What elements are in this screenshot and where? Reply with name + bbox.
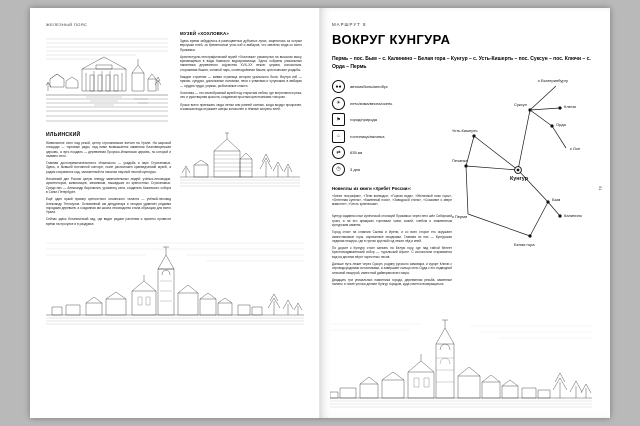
paragraph: Лучше всего приезжать сюда летом или ранней осенью, когда воздух прозрачен, а камская вода отражает шатры колоколен и тёмные силуэты елей.: [180, 102, 302, 111]
duration-icon: ◷: [332, 163, 345, 176]
right-page: [320, 8, 610, 418]
city-nature-icon: ⚑: [332, 113, 345, 126]
novella-block: [332, 186, 452, 207]
route-label: МАРШРУТ 8: [332, 22, 367, 27]
map-label: Печанка: [452, 158, 468, 163]
heading-hohlovka: МУЗЕЙ «ХОХЛОВКА»: [180, 31, 230, 36]
car-bus-icon: ●●: [332, 80, 345, 93]
map-node-dot: [550, 124, 553, 127]
novella-heading: Новеллы из книги «Хребет России»:: [332, 185, 412, 191]
hotel-tent-icon: ⌂: [332, 130, 345, 143]
paragraph: Дальше путь лежит через Суксун, родину русского самовара, и курорт Ключи с сероводородными источниками, а завершает кольцо село Орда с его подводной гипсовой пещерой, известной дайверам всего мира.: [332, 262, 452, 275]
route-title: ВОКРУГ КУНГУРА: [332, 32, 451, 47]
seasons-icon: ☀: [332, 97, 345, 110]
map-node-dot: [528, 108, 531, 111]
route-map: [452, 74, 587, 289]
map-label: Орда: [556, 122, 566, 127]
ilinsky-engraving: [46, 31, 168, 127]
map-label: Суксун: [514, 102, 527, 107]
ilinsky-text: [46, 141, 171, 226]
info-label: лето/зима/весна/осень: [350, 100, 393, 106]
novella-text: «Ангел географии», «Тени воеводы», «Горная вода», «Железный пояс горы», «Огненная купель», «Каменный пояс», «Заводской стиль», «Сказание о звере мамонте», «Честь купеческая».: [332, 193, 452, 207]
wooden-church-engraving: [180, 117, 300, 189]
paragraph: Каждое строение — живая страница истории уральского быта. Внутри изб — прялки, сундуки, домотканые половики, печи с ухватами и чугунками; в амбарах — орудия труда, упряжь, рыболовные снасти.: [180, 75, 302, 88]
page-number: 91: [598, 186, 603, 191]
left-column-1: [46, 31, 171, 229]
heading-ilinsky: ИЛЬИНСКИЙ: [46, 132, 81, 138]
map-node-dot: [464, 164, 467, 167]
hohlovka-text: [180, 39, 302, 111]
route-description: [332, 214, 452, 286]
map-label-kungur: Кунгур: [510, 176, 529, 182]
map-label: Белая гора: [514, 242, 535, 247]
book-spread: [30, 8, 610, 418]
map-label: к Перми: [452, 214, 468, 219]
info-row: [332, 163, 452, 176]
route-map-svg: [452, 74, 587, 289]
town-panorama-engraving: [46, 235, 304, 327]
map-node-dot: [528, 234, 531, 237]
paragraph: Двадцать три уникальных памятника города, деревянная резьба, каменные палаты и тихие улочки делают Кунгур городом, куда хочется возвращаться.: [332, 277, 452, 287]
info-label: 635 км: [350, 150, 363, 155]
paragraph: Живописное село над рекой, центр строгановских вотчин на Урале. На широкой площади — торговые ряды, над ними возвышается каменная Благовещенская церковь, а чуть поодаль — деревянная Пророко-Ильинская церковь, по которой и названо село.: [46, 141, 171, 158]
info-row: [332, 80, 452, 93]
paragraph: Сейчас здесь ботанический сад, где видят редкие растения и приятно провести время на прогулке и в раздумье.: [46, 217, 171, 226]
map-node-dot: [546, 200, 549, 203]
paragraph: Архитектурно-этнографический музей «Хохловка» раскинулся на высоком мысу, врезающемся в воды Камского водохранилища. Здесь собраны уникальные памятники деревянного зодчества XVII–XX веков: церкви, колокольня, сторожевая башня, соляной ларь, солеподъёмная башня, крестьянские усадьбы.: [180, 54, 302, 72]
info-label: гостиница/палатка: [350, 133, 385, 139]
distance-icon: ⇄: [332, 146, 345, 159]
running-head: ЖЕЛЕЗНЫЙ ПОЯС: [46, 22, 88, 27]
paragraph: Хохловка — это своеобразный музей под открытым небом, где встречаются река, лес и рукотворная красота, созданная простым крестьянским топором.: [180, 90, 302, 100]
map-label: Ключи: [564, 104, 576, 109]
paragraph: Ильинский дал России целую плеяду замечательных людей: учёных-лесоводов, архитекторов, живописцев, механиков, вышедших из крепостных Строгановых. Среди них — Александр Воронихин, уроженец села, создатель Казанского собора в Санкт-Петербурге.: [46, 177, 171, 194]
paragraph: Ещё один яркий пример крепостного ильинского таланта — учёный-лесовод Александр Теплоухов. Основанный им дендропарк и сегодня удивляет редкими породами деревьев, а созданная им школа лесоводства стала образцом для всего Урала.: [46, 197, 171, 215]
info-row: [332, 97, 452, 110]
kungur-skyline-engraving: [330, 314, 592, 410]
route-info-list: [332, 80, 452, 176]
map-label: Бым: [552, 197, 561, 202]
map-label: Калинино: [564, 213, 582, 218]
info-row: [332, 130, 452, 143]
paragraph: Главная достопримечательность Ильинского — усадьба и парк Строгановых. Здесь, в бывшей вотчинной конторе, ныне расположен краеведческий музей, а рядом сохранился сад, заложенный на началах научной лесной культуры.: [46, 161, 171, 174]
info-label: 3 дня: [350, 166, 361, 172]
paragraph: Кунгур издавна слыл купеческой столицей Прикамья: через него шёл Сибирский тракт, а на его ярмарках торговали чаем, кожей, хлебом и знаменитым кунгурским камнем.: [332, 214, 452, 227]
left-page: [30, 8, 320, 418]
info-row: [332, 146, 452, 159]
map-node-kungur-dot: [517, 169, 520, 172]
map-node-dot: [558, 106, 561, 109]
map-label: Усть-Кишерть: [452, 128, 478, 133]
left-column-2: [180, 31, 302, 229]
info-label: город/природа: [350, 117, 377, 122]
map-label: к Осе: [570, 146, 581, 151]
map-node-dot: [558, 214, 561, 217]
paragraph: Здесь время забудилось в разноцветных дубчатых лугах, зацепилось за острые верхушки елей, за бревенчатые углы изб и амбаров, что свезены сюда со всего Прикамья.: [180, 39, 302, 52]
route-path: Пермь – пос. Бым – с. Калинино – Белая гора – Кунгур – с. Усть-Кишерть – пос. Суксун – пос. Ключи – с. Орда – Пермь: [332, 56, 591, 70]
left-columns: [46, 31, 308, 229]
info-row: [332, 113, 452, 126]
paragraph: Город стоит на слиянии Сылвы и Ирени, и со всех сторон его окружают известняковые горы, изрезанные пещерами. Главная из них — Кунгурская ледяная пещера, где в гротах круглый год лежат лёд и иней.: [332, 230, 452, 243]
map-node-dot: [472, 134, 475, 137]
paragraph: По дороге к Кунгуру стоит заехать на Белую гору, где над тайгой белеет Крестовоздвиженский собор — «уральский Афон». С колокольни открывается вид на десятки вёрст окрестных лесов.: [332, 246, 452, 259]
map-label: к Екатеринбургу: [538, 78, 569, 83]
info-label: автомобиль/автобус: [350, 84, 388, 89]
